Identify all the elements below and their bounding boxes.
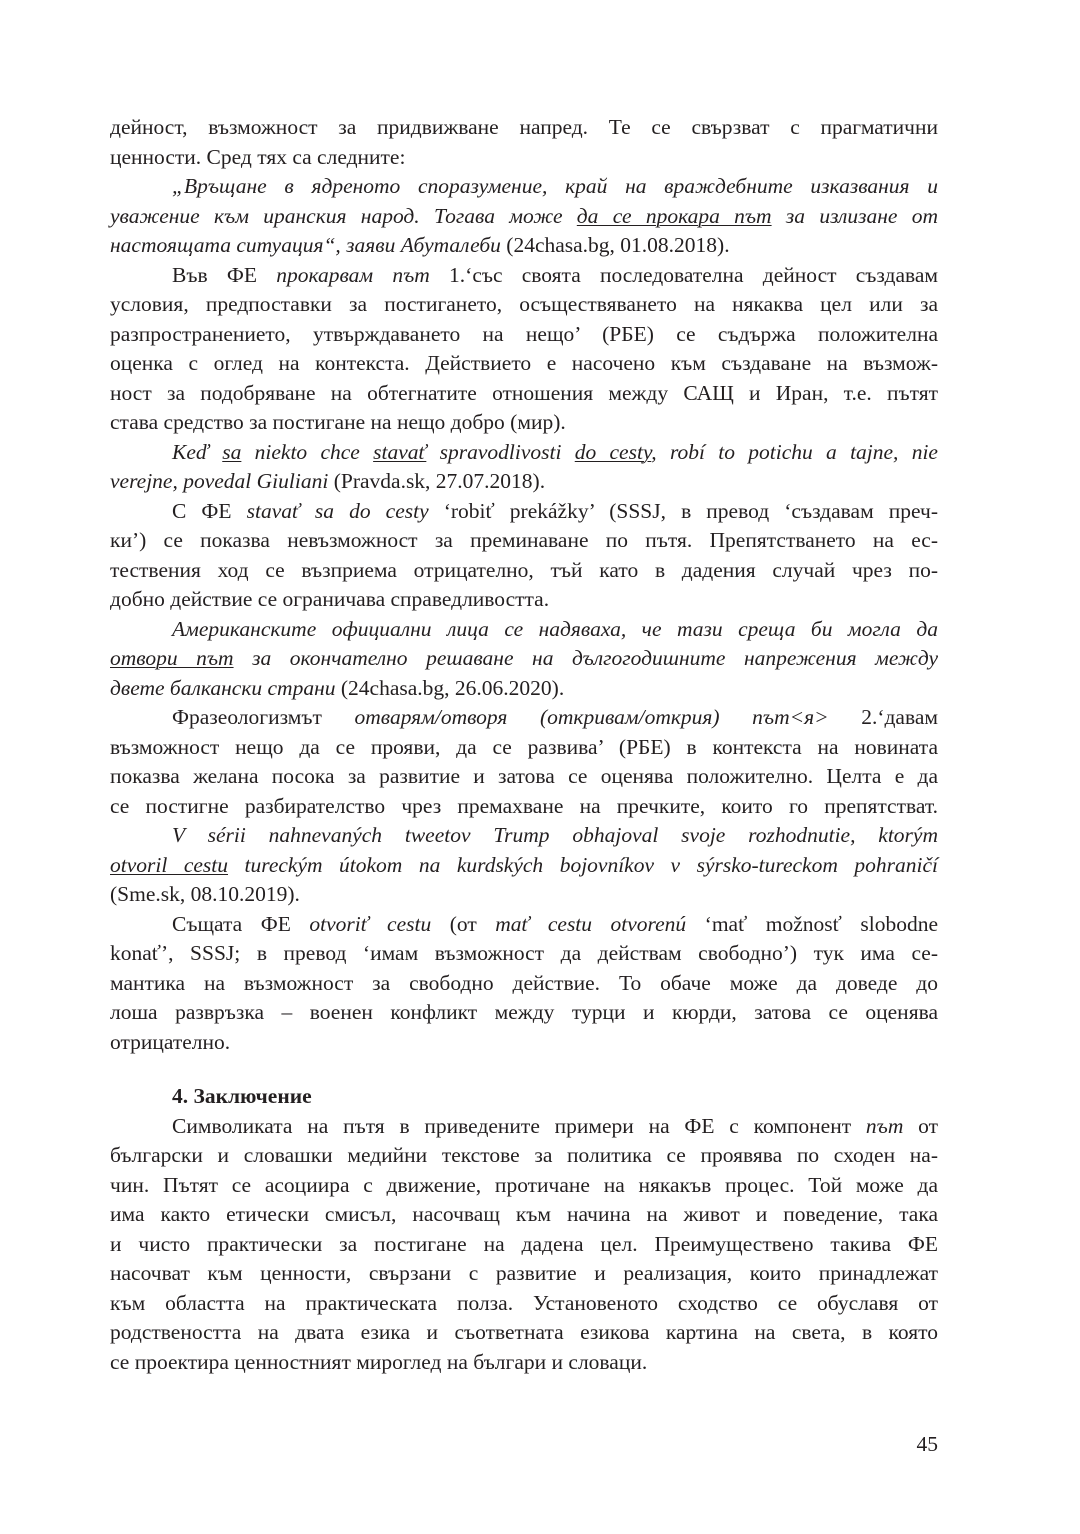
text-run: чин. Пътят се асоциира с движение, протичане на някакъв процес. Той може да (110, 1172, 938, 1197)
text-line (110, 585, 938, 615)
text-line (110, 1230, 938, 1260)
text-line (110, 290, 938, 320)
text-run: разпространението, утвърждаването на нещо’ (РБЕ) се съдържа положителна (110, 321, 938, 346)
text-run: Във ФЕ (172, 262, 277, 287)
italic-text: уважение към иранския народ. Тогава може (110, 203, 577, 228)
text-run: родствеността на двата езика и съответната езикова картина на света, в която (110, 1320, 938, 1344)
text-line (110, 644, 938, 674)
text-run: 4. Заключение (172, 1084, 312, 1108)
italic-text: verejne, povedal Giuliani (110, 469, 329, 493)
text-run: български и словашки медийни текстове за политика се проявява по сходен на- (110, 1143, 938, 1167)
italic-text: V sérii nahnevaných tweetov Trump obhajoval svoje rozhodnutie, ktorým (172, 823, 938, 847)
italic-text: за излизане от (771, 203, 938, 228)
text-run: добно действие се ограничава справедливостта. (110, 587, 550, 611)
text-run: Същата ФЕ (172, 911, 310, 936)
italic-text: Американските официални лица се надяваха, че тази среща би могла да (172, 616, 938, 641)
text-run: дейност, възможност за придвижване напред. Те се свързват с прагматични (110, 115, 938, 139)
text-run: насочват към ценности, свързани с развитие и реализация, които принадлежат (110, 1261, 938, 1285)
text-run: възможност нещо да се прояви, да се развива’ (РБЕ) в контекста на новината (110, 734, 938, 759)
text-run: показва желана посока за развитие и затова се оценява положително. Целта е да (110, 764, 938, 788)
italic-text: mať cestu otvorenú (495, 911, 687, 936)
italic-text: настоящата ситуация“, заяви Абуталеби (110, 233, 501, 257)
text-line (110, 556, 938, 586)
text-line (110, 320, 938, 350)
italic-text: отварям/отворя (откривам/открия) път<я> (354, 705, 829, 729)
text-line (110, 379, 938, 409)
text-run: се проектира ценностният мироглед на българи и словаци. (110, 1349, 648, 1374)
text-line (110, 438, 938, 468)
underlined-phrase: do cesty (574, 439, 652, 464)
text-line (110, 202, 938, 232)
text-run: лоша развръзка – военен конфликт между турци и кюрди, затова се оценява (110, 1000, 938, 1024)
text-line (110, 821, 938, 851)
text-run: ки’) се показва невъзможност за преминаване по пътя. Препятстването на ес- (110, 528, 938, 552)
text-run: (Pravda.sk, 27.07.2018). (328, 469, 546, 493)
text-line (110, 792, 938, 822)
text-run: и чисто практически за постигане на дадена цел. Преимуществено такива ФЕ (110, 1231, 938, 1256)
page-number: 45 (916, 1432, 938, 1456)
italic-text: „Връщане в ядреното споразумение, край на враждебните изказвания и (172, 174, 938, 198)
text-run: (24chasa.bg, 01.08.2018). (500, 233, 730, 257)
text-line (110, 113, 938, 143)
text-line (110, 1028, 938, 1058)
text-line (110, 733, 938, 763)
text-line (110, 1259, 938, 1289)
text-line (110, 143, 938, 173)
text-run: Фразеологизмът (172, 705, 355, 729)
text-line (110, 349, 938, 379)
text-line (110, 172, 938, 202)
text-line (110, 231, 938, 261)
text-run: тествения ход се възприема отрицателно, тъй като в дадения случай чрез по- (110, 557, 938, 582)
text-line (110, 1171, 938, 1201)
text-line (110, 969, 938, 999)
text-line (110, 1200, 938, 1230)
text-line (110, 1348, 938, 1378)
text-run: С ФЕ (172, 498, 247, 523)
italic-text: stavať sa do cesty (246, 498, 429, 523)
text-line (110, 497, 938, 527)
text-line (110, 998, 938, 1028)
italic-text: двете балкански страни (110, 675, 336, 700)
underlined-phrase: stavať (373, 439, 427, 464)
text-line (110, 851, 938, 881)
text-line (110, 1289, 938, 1319)
italic-text: Keď (172, 439, 223, 464)
italic-text: път (865, 1113, 904, 1138)
italic-text: , robí to potichu a tajne, nie (651, 439, 938, 464)
text-run: има както етически смисъл, насочващ към начина на живот и поведение, така (110, 1202, 938, 1226)
text-line (110, 674, 938, 704)
text-line (110, 615, 938, 645)
text-run: от (903, 1113, 938, 1138)
italic-text: niekto chce (241, 439, 374, 464)
text-run: (24chasa.bg, 26.06.2020). (335, 675, 565, 700)
italic-text: spravodlivosti (426, 439, 575, 464)
text-run: се постигне разбирателство чрез премахване на пречките, които го препятстват. (110, 793, 938, 818)
text-run: ‘mať možnosť slobodne (686, 911, 938, 936)
text-run: Символиката на пътя в приведените примери на ФЕ с компонент (172, 1113, 866, 1138)
underlined-phrase: отвори път (110, 646, 234, 670)
text-run: ‘robiť prekážky’ (SSSJ, в превод ‘създавам преч- (428, 498, 938, 523)
text-line (110, 467, 938, 497)
text-run: 2.‘давам (828, 705, 938, 729)
italic-text: tureckým útokom na kurdských bojovníkov v sýrsko-tureckom pohraničí (228, 852, 938, 877)
text-run: 1.‘със своята последователна дейност създавам (429, 262, 939, 287)
text-line (110, 1141, 938, 1171)
italic-text: otvoriť cestu (309, 911, 432, 936)
underlined-phrase: otvoril cestu (110, 852, 229, 877)
text-run: мантика на възможност за свободно действие. То обаче може да доведе до (110, 970, 938, 995)
text-run: (Sme.sk, 08.10.2019). (110, 882, 300, 906)
text-line (110, 880, 938, 910)
text-line (110, 762, 938, 792)
underlined-phrase: sa (222, 439, 242, 464)
text-line (110, 703, 938, 733)
text-run: konať’, SSSJ; в превод ‘имам възможност да действам свободно’) тук има се- (110, 941, 938, 965)
text-run: условия, предпоставки за постигането, осъществяването на някаква цел или за (110, 292, 938, 316)
underlined-phrase: да се прокара път (576, 203, 772, 228)
text-run: става средство за постигане на нещо добро (мир). (110, 410, 566, 434)
text-line (110, 408, 938, 438)
text-run: оценка с оглед на контекста. Действието е насочено към създаване на възмож- (110, 351, 938, 375)
italic-text: за окончателно решаване на дългогодишните напрежения между (233, 646, 938, 670)
text-run: ност за подобряване на обтегнатите отношения между САЩ и Иран, т.е. пътят (110, 380, 938, 405)
text-line (110, 939, 938, 969)
text-line (110, 1318, 938, 1348)
body-text (110, 113, 938, 1377)
text-line (110, 910, 938, 940)
text-line (110, 1112, 938, 1142)
italic-text: прокарвам път (276, 262, 430, 287)
text-run: към областта на практическата полза. Установеното сходство се обуславя от (110, 1290, 938, 1315)
text-run: отрицателно. (110, 1029, 231, 1054)
text-line (110, 261, 938, 291)
section-heading (110, 1082, 938, 1112)
text-run: ценности. Сред тях са следните: (110, 144, 406, 169)
text-run: (от (431, 911, 496, 936)
text-line (110, 526, 938, 556)
